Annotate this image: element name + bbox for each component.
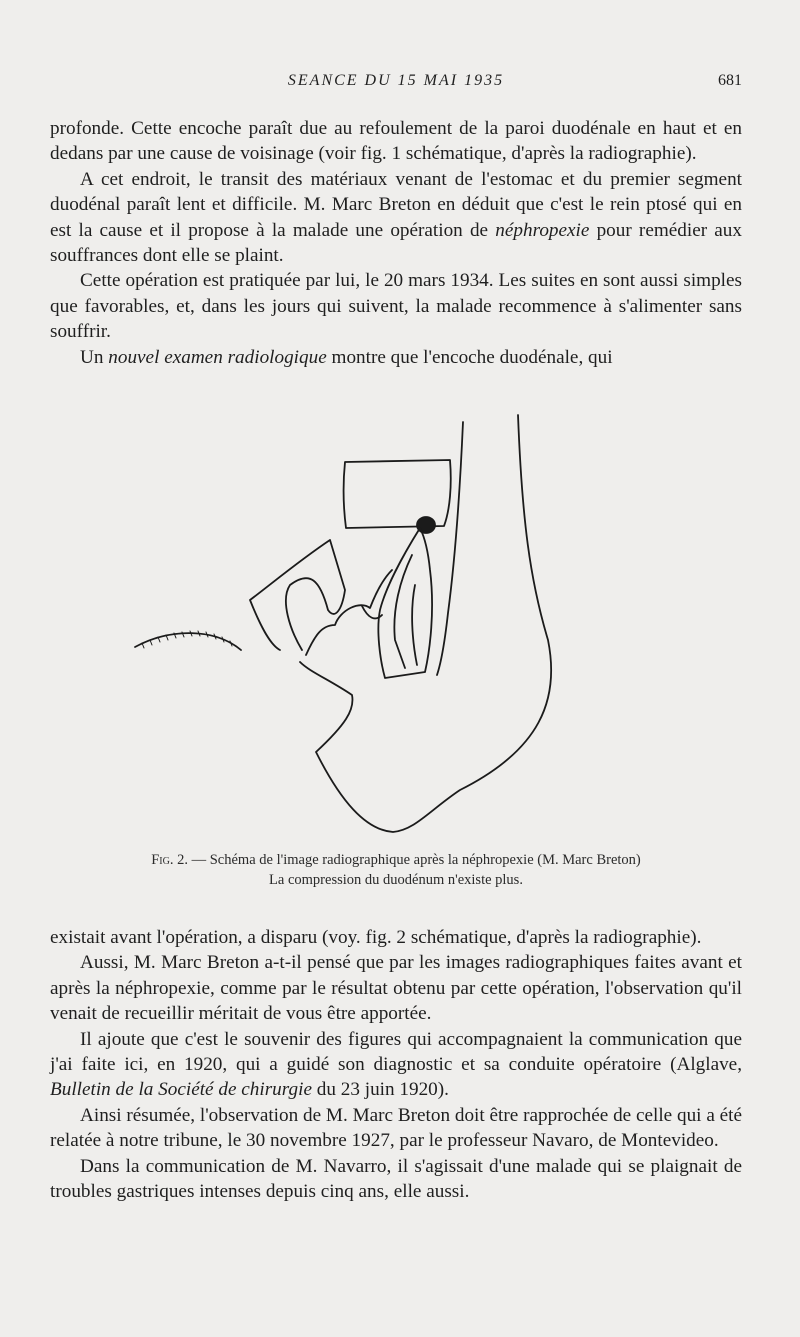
text-run: Dans la communication de M. Navarro, il s'agissait d'une malade qui se plaignait de troubles gastriques intenses depuis cinq ans, elle aussi. bbox=[50, 1155, 742, 1203]
paragraph bbox=[50, 1103, 742, 1154]
text-run: Un bbox=[80, 346, 109, 368]
text-run: Cette opération est pratiquée par lui, le 20 mars 1934. Les suites en sont aussi simples que favorables, et, dans les jours qui suivent, la malade recommence à s'alimenter sans souffrir. bbox=[50, 270, 742, 343]
paragraph bbox=[50, 925, 742, 950]
duodenal-loop bbox=[378, 528, 432, 678]
caption-line-1: — Schéma de l'image radiographique après la néphropexie (M. Marc Breton) bbox=[187, 852, 641, 868]
text-run: du 23 juin 1920). bbox=[311, 1079, 449, 1101]
text-run: pour remédier aux souffrances dont elle se plaint. bbox=[50, 219, 742, 267]
radiograph-schema-drawing bbox=[130, 410, 560, 840]
italic-text: nouvel examen radiologique bbox=[108, 346, 327, 368]
paragraph bbox=[50, 167, 742, 269]
body-text-top bbox=[50, 116, 742, 370]
text-run: Aussi, M. Marc Breton a-t-il pensé que par les images radiographiques faites avant et après la néphropexie, comme par le résultat obtenu par cette opération, l'observation qu'il venait de recueillir méritait de vous être apportée. bbox=[50, 952, 742, 1025]
running-title: SEANCE DU 15 MAI 1935 bbox=[287, 72, 505, 89]
figure-radiograph-schema bbox=[130, 410, 560, 840]
text-run: Ainsi résumée, l'observation de M. Marc Breton doit être rapprochée de celle qui a été relatée à notre tribune, le 30 novembre 1927, par le professeur Navaro, de Montevideo. bbox=[50, 1104, 742, 1152]
page-number: 681 bbox=[718, 72, 742, 89]
caption-line-2: La compression du duodénum n'existe plus. bbox=[269, 872, 523, 888]
outer-contour bbox=[300, 415, 551, 832]
paragraph bbox=[50, 345, 742, 370]
text-run: existait avant l'opération, a disparu (voy. fig. 2 schématique, d'après la radiographie). bbox=[50, 927, 702, 948]
figure-caption bbox=[50, 850, 742, 890]
italic-text: néphropexie bbox=[495, 219, 590, 241]
stomach-outline bbox=[250, 540, 392, 655]
figure-label: Fig. 2. bbox=[151, 852, 188, 868]
paragraph bbox=[50, 116, 742, 167]
paragraph bbox=[50, 950, 742, 1026]
text-run: A cet endroit, le transit des matériaux venant de l'estomac et du premier segment duodénal paraît lent et difficile. M. Marc Breton en déduit que c'est le rein ptosé qui en est la cause et il propose à la malade une opération de bbox=[50, 168, 742, 241]
duodenal-bulb bbox=[344, 460, 451, 528]
paragraph bbox=[50, 268, 742, 344]
page-header bbox=[50, 72, 742, 96]
contrast-dot bbox=[417, 517, 435, 533]
paragraph bbox=[50, 1027, 742, 1103]
text-run: Il ajoute que c'est le souvenir des figures qui accompagnaient la communication que j'ai faite ici, en 1920, qui a guidé son diagnostic et sa conduite opératoire (Alglave, bbox=[50, 1028, 742, 1076]
text-run: montre que l'encoche duodénale, qui bbox=[326, 346, 613, 368]
duodenal-inner-loop bbox=[394, 555, 417, 668]
italic-text: Bulletin de la Société de chirurgie bbox=[50, 1079, 312, 1101]
paragraph bbox=[50, 1154, 742, 1205]
text-run: profonde. Cette encoche paraît due au refoulement de la paroi duodénale en haut et en dedans par une cause de voisinage (voir fig. 1 schématique, d'après la radiographie). bbox=[50, 118, 742, 165]
body-text-bottom bbox=[50, 925, 742, 1204]
